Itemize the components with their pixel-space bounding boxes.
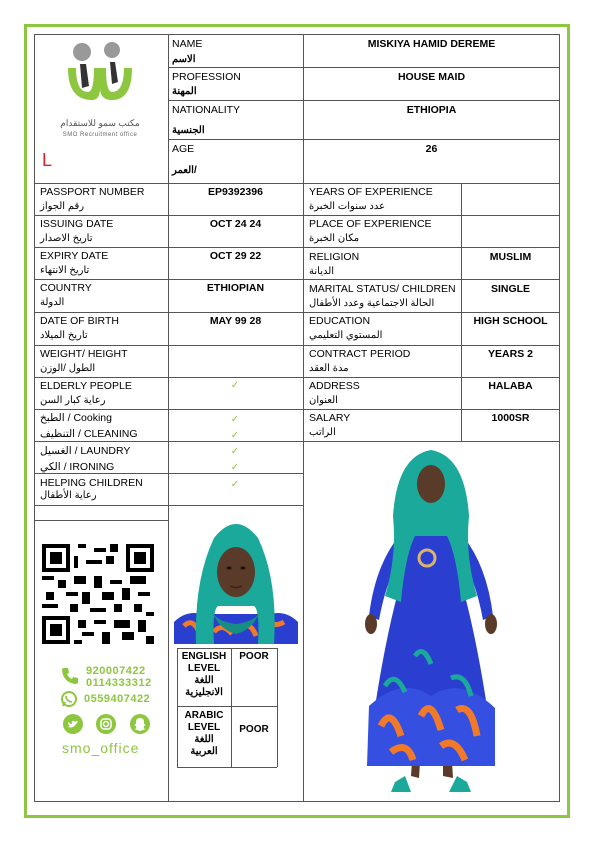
contract-value: YEARS 2	[488, 348, 533, 360]
english-label-line3: اللغة	[194, 675, 214, 686]
profession-label-ar: المهنة	[172, 86, 197, 97]
nationality-label-ar: الجنسية	[172, 125, 205, 136]
laundry-check-icon: ✓	[230, 446, 240, 457]
laundry-label: الغسيل / LAUNDRY	[40, 445, 131, 457]
religion-label: RELIGION	[309, 251, 360, 263]
logo-subtitle: SMO Recruitment office	[62, 132, 138, 138]
snapchat-icon[interactable]	[130, 714, 150, 734]
weight-height-label-ar: الطول /الوزن	[40, 363, 96, 374]
social-handle: smo_office	[62, 740, 140, 756]
age-value: 26	[425, 143, 438, 155]
experience-years-label-ar: عدد سنوات الخبرة	[309, 201, 386, 212]
children-check-icon: ✓	[230, 479, 240, 490]
elderly-label-ar: رعاية كبار السن	[40, 395, 106, 406]
country-label-ar: الدولة	[40, 297, 65, 308]
arabic-level-label	[177, 710, 231, 758]
ironing-label: الكي / IRONING	[40, 461, 115, 473]
expiry-date-value: OCT 29 22	[209, 250, 262, 262]
marital-value: SINGLE	[490, 283, 531, 295]
cooking-check-icon: ✓	[230, 414, 240, 425]
elderly-label: ELDERLY PEOPLE	[40, 380, 132, 392]
name-label: NAME	[172, 38, 203, 50]
contract-label: CONTRACT PERIOD	[309, 348, 411, 360]
red-mark: L	[42, 150, 53, 170]
expiry-date-label-ar: تاريخ الانتهاء	[40, 265, 90, 276]
arabic-label-line1: ARABIC	[184, 710, 224, 721]
headshot-photo	[174, 510, 298, 644]
logo-icon	[60, 38, 140, 118]
profession-value: HOUSE MAID	[397, 71, 466, 83]
marital-label: MARITAL STATUS/ CHILDREN	[309, 283, 456, 295]
contract-label-ar: مدة العقد	[309, 363, 349, 374]
address-value: HALABA	[488, 380, 533, 392]
religion-value: MUSLIM	[489, 251, 532, 263]
dob-label-ar: تاريخ الميلاد	[40, 330, 88, 341]
english-label-line2: LEVEL	[187, 663, 221, 674]
salary-value: 1000SR	[491, 412, 530, 424]
issuing-date-label: ISSUING DATE	[40, 218, 114, 230]
country-label: COUNTRY	[40, 282, 92, 294]
phone-icon	[60, 666, 80, 686]
ironing-check-icon: ✓	[230, 462, 240, 473]
age-label-ar: /العمر	[172, 165, 197, 176]
country-value: ETHIOPIAN	[206, 282, 265, 294]
experience-years-label: YEARS OF EXPERIENCE	[309, 186, 433, 198]
phone-number-1: 920007422	[86, 665, 146, 677]
twitter-icon[interactable]	[63, 714, 83, 734]
arabic-label-line3: اللغة	[194, 734, 214, 745]
marital-label-ar: الحالة الاجتماعية وعدد الأطفال	[309, 298, 435, 309]
age-label: AGE	[172, 143, 195, 155]
dob-value: MAY 99 28	[209, 315, 262, 327]
name-value: MISKIYA HAMID DEREME	[367, 38, 496, 50]
english-level-label	[177, 651, 231, 699]
cleaning-label: التنظيف / CLEANING	[40, 428, 138, 440]
issuing-date-value: OCT 24 24	[209, 218, 262, 230]
passport-label: PASSPORT NUMBER	[40, 186, 145, 198]
children-label-ar: رعاية الأطفال	[40, 490, 97, 501]
whatsapp-number: 0559407422	[84, 693, 151, 705]
education-label: EDUCATION	[309, 315, 371, 327]
salary-label: SALARY	[309, 412, 351, 424]
english-label-line1: ENGLISH	[181, 651, 227, 662]
passport-value: EP9392396	[208, 186, 263, 198]
salary-label-ar: الراتب	[309, 427, 336, 438]
cleaning-check-icon: ✓	[230, 430, 240, 441]
profession-label: PROFESSION	[172, 71, 241, 83]
full-body-photo	[361, 446, 501, 796]
arabic-label-line2: LEVEL	[187, 722, 221, 733]
issuing-date-label-ar: تاريخ الاصدار	[40, 233, 93, 244]
qr-code	[42, 544, 154, 644]
religion-label-ar: الديانة	[309, 266, 335, 277]
education-value: HIGH SCHOOL	[473, 315, 548, 327]
education-label-ar: المستوي التعليمي	[309, 330, 383, 341]
expiry-date-label: EXPIRY DATE	[40, 250, 109, 262]
cooking-label: الطبخ / Cooking	[40, 412, 112, 424]
instagram-icon[interactable]	[96, 714, 116, 734]
address-label: ADDRESS	[309, 380, 360, 392]
experience-place-label-ar: مكان الخبرة	[309, 233, 360, 244]
experience-place-label: PLACE OF EXPERIENCE	[309, 218, 432, 230]
dob-label: DATE OF BIRTH	[40, 315, 119, 327]
logo-caption: مكتب سمو للاستقدام	[60, 118, 140, 128]
english-label-line4: الانجليزية	[185, 687, 223, 698]
whatsapp-icon	[60, 690, 78, 708]
children-label: HELPING CHILDREN	[40, 477, 143, 489]
passport-label-ar: رقم الجواز	[40, 201, 85, 212]
weight-height-label: WEIGHT/ HEIGHT	[40, 348, 128, 360]
address-label-ar: العنوان	[309, 395, 338, 406]
arabic-level-value: POOR	[239, 724, 269, 735]
nationality-label: NATIONALITY	[172, 104, 241, 116]
name-label-ar: الاسم	[172, 54, 196, 65]
english-level-value: POOR	[239, 651, 269, 662]
phone-number-2: 0114333312	[86, 677, 152, 689]
nationality-value: ETHIOPIA	[406, 104, 457, 116]
elderly-check-icon: ✓	[230, 380, 240, 391]
arabic-label-line4: العربية	[190, 746, 218, 757]
